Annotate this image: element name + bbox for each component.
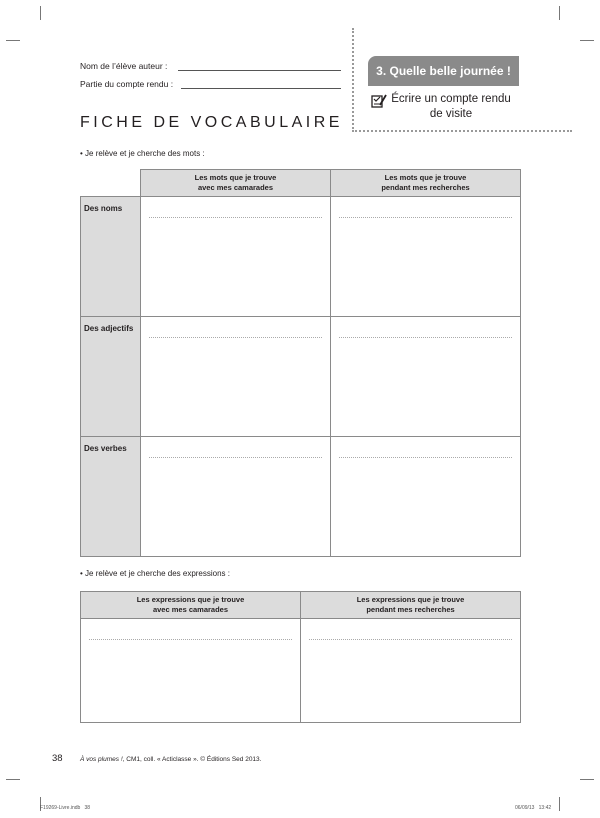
writing-lines [331,197,520,218]
writing-lines [331,317,520,338]
pencil-checklist-icon [371,93,387,109]
crop-mark [559,797,560,811]
footer-credit [80,756,261,763]
writing-lines [141,437,330,458]
header-line: Les expressions que je trouve [356,595,465,604]
writing-cell[interactable] [141,437,331,557]
dotted-line [89,625,292,640]
lesson-subtitle [369,92,519,122]
header-line: pendant mes recherches [381,183,470,192]
crop-mark [40,6,41,20]
page-number: 38 [52,753,63,764]
words-instruction-text: Je relève et je cherche des mots : [85,149,205,158]
expressions-col1-header [81,592,301,619]
header-line: avec mes camarades [152,605,229,614]
words-header-row [81,170,521,197]
section-label: Partie du compte rendu : [80,79,174,89]
crop-mark [6,40,20,41]
writing-cell[interactable] [81,619,301,723]
book-title: À vos plumes ! [80,756,123,763]
author-label: Nom de l’élève auteur : [80,61,168,71]
expressions-header-row [81,592,521,619]
page-title: FICHE DE VOCABULAIRE [80,114,343,131]
crop-mark [580,779,594,780]
print-date: 06/09/13 13:42 [515,805,552,811]
writing-lines [141,197,330,218]
table-row [81,317,521,437]
header-line: Les expressions que je trouve [136,595,245,604]
dotted-line [339,323,512,338]
table-row [81,619,521,723]
writing-cell[interactable] [331,437,521,557]
writing-cell[interactable] [141,197,331,317]
dotted-line [149,443,322,458]
dotted-line [149,203,322,218]
dotted-line [339,203,512,218]
header-line: Les mots que je trouve [194,173,277,182]
table-row [81,437,521,557]
credit-text: , CM1, coll. « Acticlasse ». © Éditions Sed 2013. [122,756,262,763]
crop-mark [580,40,594,41]
header-line: pendant mes recherches [366,605,455,614]
table-corner [81,170,141,197]
header-line: Les mots que je trouve [384,173,467,182]
lesson-subtitle-line1: Écrire un compte rendu [391,93,511,105]
crop-mark [6,779,20,780]
author-field[interactable] [178,70,341,71]
writing-lines [81,619,300,640]
file-slug: F19269-Livre.indb 38 [40,805,91,811]
expressions-table [80,591,521,723]
expressions-instruction: • Je relève et je cherche des expressions : [80,569,230,578]
row-header-verbes: Des verbes [81,437,141,557]
words-col2-header [331,170,521,197]
writing-cell[interactable] [301,619,521,723]
words-table [80,169,521,557]
dotted-line [339,443,512,458]
writing-cell[interactable] [141,317,331,437]
lesson-banner: 3. Quelle belle journée ! [368,56,519,86]
header-line: avec mes camarades [197,183,274,192]
writing-cell[interactable] [331,317,521,437]
dotted-line [309,625,512,640]
lesson-subtitle-line2: de visite [429,108,473,120]
dotted-line [149,323,322,338]
expressions-instruction-text: Je relève et je cherche des expressions : [85,569,230,578]
table-row [81,197,521,317]
words-col1-header [141,170,331,197]
crop-mark [559,6,560,20]
expressions-col2-header [301,592,521,619]
writing-lines [141,317,330,338]
words-instruction: • Je relève et je cherche des mots : [80,149,205,158]
section-field[interactable] [181,88,341,89]
row-header-adjectifs: Des adjectifs [81,317,141,437]
row-header-noms: Des noms [81,197,141,317]
writing-lines [331,437,520,458]
writing-cell[interactable] [331,197,521,317]
writing-lines [301,619,520,640]
